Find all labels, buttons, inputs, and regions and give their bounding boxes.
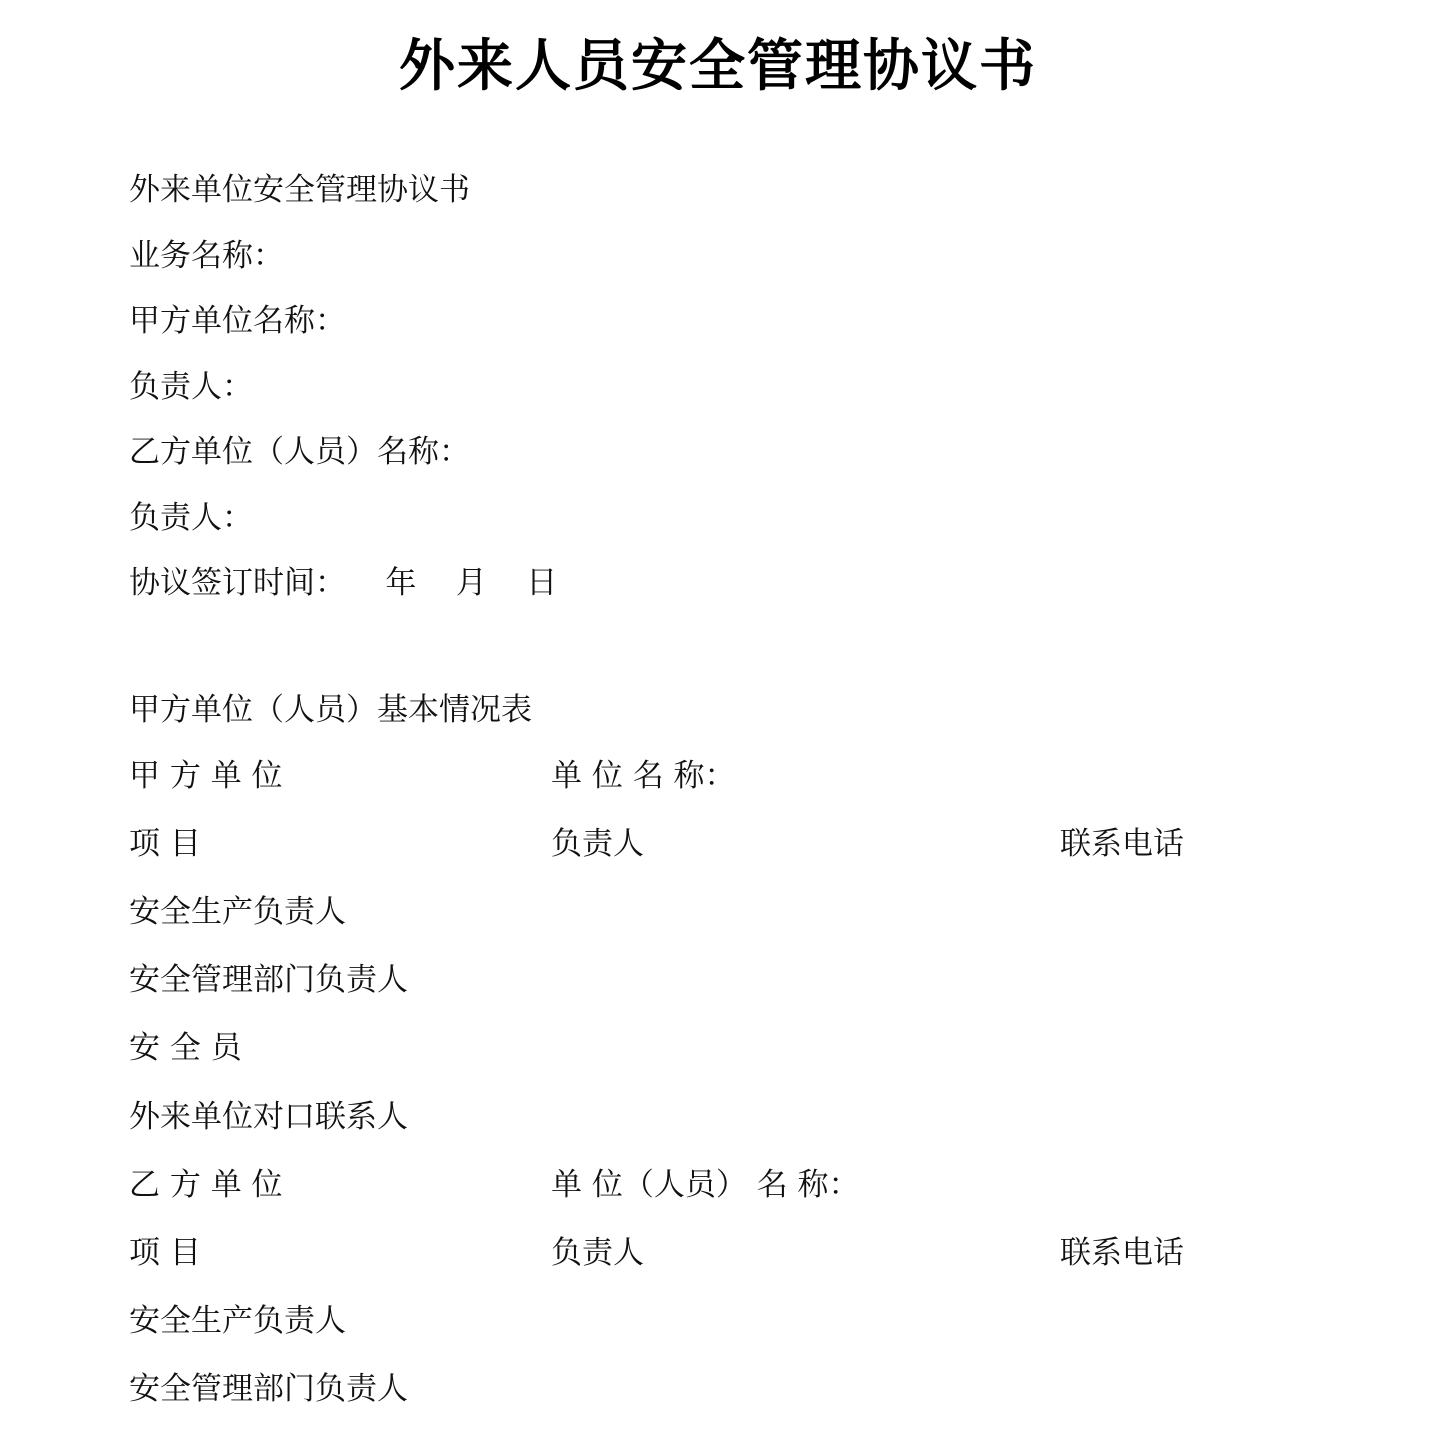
party-a-unit-label: 甲 方 单 位 bbox=[129, 758, 283, 794]
party-a-leader-label: 负责人： bbox=[129, 369, 253, 405]
party-b-unit-name-label: 单 位（人员） 名 称： bbox=[551, 1167, 860, 1203]
sign-date-label: 协议签订时间： 年 月 日 bbox=[129, 565, 558, 601]
party-a-row-safety-production-leader: 安全生产负责人 bbox=[129, 894, 346, 930]
party-a-col-item: 项 目 bbox=[129, 826, 201, 862]
party-b-col-leader: 负责人 bbox=[551, 1235, 644, 1271]
business-name-label: 业务名称： bbox=[129, 238, 284, 274]
party-a-row-safety-dept-leader: 安全管理部门负责人 bbox=[129, 962, 408, 998]
party-b-col-phone: 联系电话 bbox=[1060, 1235, 1184, 1271]
party-a-col-phone: 联系电话 bbox=[1060, 826, 1184, 862]
party-a-col-leader: 负责人 bbox=[551, 826, 644, 862]
party-b-row-safety-dept-leader: 安全管理部门负责人 bbox=[129, 1371, 408, 1407]
party-a-table-heading: 甲方单位（人员）基本情况表 bbox=[129, 692, 532, 728]
party-b-unit-label: 乙 方 单 位 bbox=[129, 1167, 283, 1203]
party-b-name-label: 乙方单位（人员）名称： bbox=[129, 434, 470, 470]
party-a-name-label: 甲方单位名称： bbox=[129, 303, 346, 339]
party-b-col-item: 项 目 bbox=[129, 1235, 201, 1271]
subtitle: 外来单位安全管理协议书 bbox=[129, 172, 470, 208]
party-a-row-contact-person: 外来单位对口联系人 bbox=[129, 1099, 408, 1135]
party-b-leader-label: 负责人： bbox=[129, 500, 253, 536]
party-a-row-safety-officer: 安 全 员 bbox=[129, 1030, 242, 1066]
document-title: 外来人员安全管理协议书 bbox=[399, 33, 1037, 99]
party-a-unit-name-label: 单 位 名 称： bbox=[551, 758, 736, 794]
party-b-row-safety-production-leader: 安全生产负责人 bbox=[129, 1303, 346, 1339]
